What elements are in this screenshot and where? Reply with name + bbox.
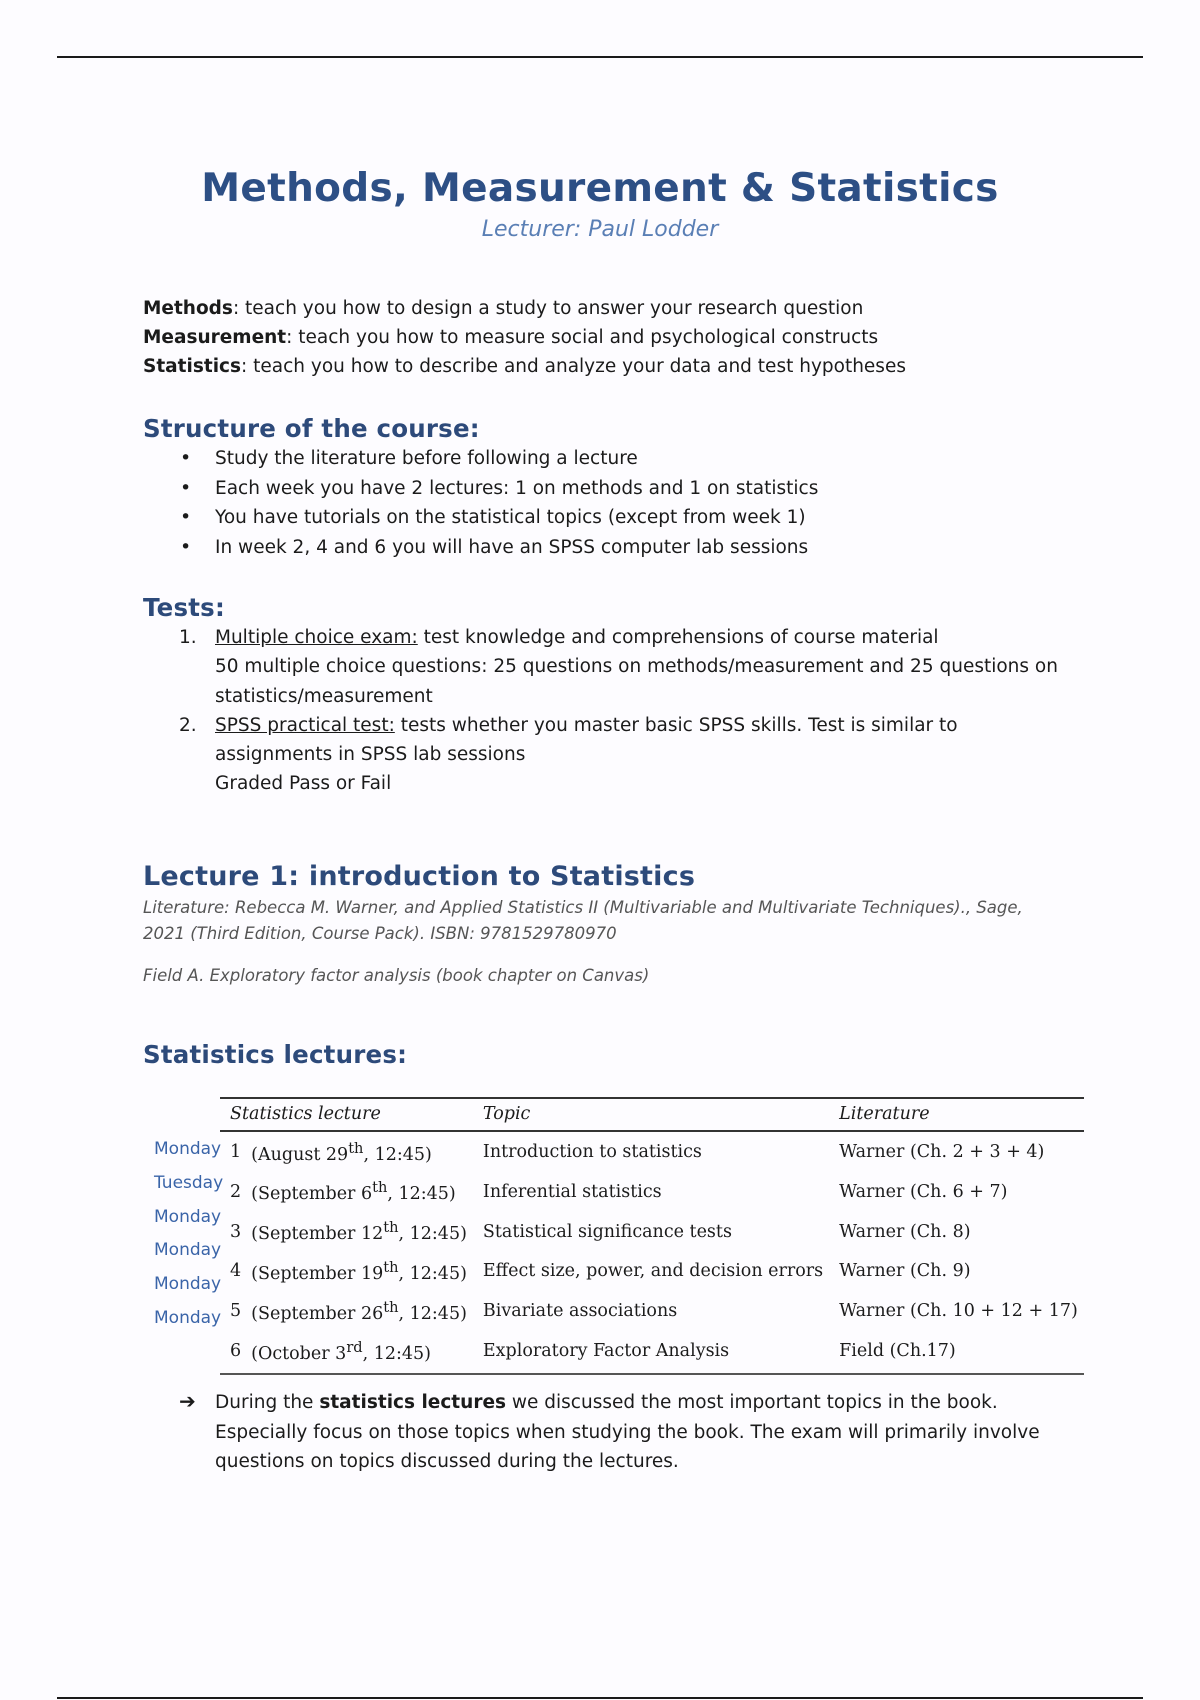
lecture-topic: Introduction to statistics <box>482 1141 702 1162</box>
lecture-date <box>241 1251 473 1291</box>
lecture-number: 1 <box>230 1141 242 1162</box>
list-number: 1. <box>179 627 197 648</box>
statistics-lectures-table <box>220 1097 1084 1375</box>
list-item: • You have tutorials on the statistical topics (except from week 1) <box>143 503 818 533</box>
date-time: , 12:45) <box>363 1144 432 1165</box>
date-suffix: th <box>383 1258 399 1276</box>
tests-list <box>143 623 1063 799</box>
day-label: Monday <box>154 1308 222 1328</box>
lecture-number: 4 <box>230 1261 242 1282</box>
list-item: • Study the literature before following a lecture <box>143 444 818 474</box>
column-header: Literature <box>829 1098 1084 1131</box>
day-label: Monday <box>154 1240 222 1260</box>
lecture-topic: Exploratory Factor Analysis <box>473 1331 829 1374</box>
table-row <box>220 1331 1084 1374</box>
lecture-number: 3 <box>230 1221 242 1242</box>
lecture-literature: Warner (Ch. 2 + 3 + 4) <box>839 1141 1045 1162</box>
table-row <box>220 1212 1084 1252</box>
lecture-date <box>241 1212 473 1252</box>
intro-text: : teach you how to measure social and psychological constructs <box>286 327 879 348</box>
date-suffix: th <box>348 1139 364 1157</box>
lecture-topic: Bivariate associations <box>482 1301 678 1322</box>
lecture-date <box>241 1291 473 1331</box>
note-text-pre: During the <box>215 1392 320 1413</box>
date-text: (August 29 <box>251 1144 349 1165</box>
test-description: tests whether you master basic SPSS skills. Test is similar to assignments in SPSS lab sessions <box>215 714 958 766</box>
table-row <box>220 1131 1084 1172</box>
intro-term: Methods <box>143 298 233 319</box>
date-text: (September 12 <box>251 1223 384 1244</box>
lectures-note <box>143 1388 1063 1477</box>
day-label: Monday <box>154 1207 222 1227</box>
date-suffix: th <box>383 1219 399 1237</box>
list-item: • Each week you have 2 lectures: 1 on methods and 1 on statistics <box>143 474 818 504</box>
intro-text: : teach you how to design a study to answer your research question <box>232 298 864 319</box>
intro-measurement <box>143 323 906 352</box>
intro-definitions <box>143 294 906 381</box>
note-text-bold: statistics lectures <box>319 1392 507 1413</box>
test-label: Multiple choice exam: <box>215 627 418 648</box>
lecture-date <box>241 1172 473 1212</box>
arrow-right-icon: ➔ <box>179 1389 196 1413</box>
test-extra: Graded Pass or Fail <box>215 773 392 795</box>
lecture-number: 6 <box>220 1331 241 1374</box>
date-suffix: th <box>372 1179 388 1197</box>
field-literature-text: Field A. Exploratory factor analysis (book chapter on Canvas) <box>143 966 650 985</box>
list-item <box>143 711 1063 799</box>
lecture-topic: Statistical significance tests <box>482 1221 732 1242</box>
lecture-literature: Warner (Ch. 6 + 7) <box>839 1181 1008 1202</box>
date-time: , 12:45) <box>398 1303 467 1324</box>
lecture-topic: Effect size, power, and decision errors <box>482 1261 824 1282</box>
bottom-rule <box>57 1697 1143 1699</box>
lecturer-subtitle: Lecturer: Paul Lodder <box>481 217 719 242</box>
literature-text: Literature: Rebecca M. Warner, and Applied Statistics II (Multivariable and Multivariate Techniques)., Sage, 2021 (Third Edition, Course Pack). ISBN: 9781529780970 <box>143 898 1023 943</box>
list-item: • In week 2, 4 and 6 you will have an SPSS computer lab sessions <box>143 533 818 563</box>
note-text-post: we discussed the most important topics in the book. Especially focus on those topics when studying the book. The exam will primarily involve questions on topics discussed during the lectures. <box>215 1392 1040 1472</box>
table-header-row <box>220 1098 1084 1131</box>
date-text: (September 26 <box>251 1303 384 1324</box>
day-label: Monday <box>154 1274 222 1294</box>
date-time: , 12:45) <box>398 1263 467 1284</box>
stats-lectures-heading: Statistics lectures: <box>143 1040 408 1069</box>
lecture1-heading: Lecture 1: introduction to Statistics <box>143 861 696 892</box>
lecture-topic: Inferential statistics <box>482 1181 662 1202</box>
date-time: , 12:45) <box>398 1223 467 1244</box>
test-label: SPSS practical test: <box>215 714 395 736</box>
date-text: (October 3 <box>251 1343 347 1364</box>
intro-methods <box>143 294 906 323</box>
table-row <box>220 1291 1084 1331</box>
intro-text: : teach you how to describe and analyze your data and test hypotheses <box>241 356 906 377</box>
lecture-literature: Warner (Ch. 10 + 12 + 17) <box>839 1301 1078 1322</box>
date-time: , 12:45) <box>362 1343 432 1364</box>
lecture-date <box>241 1131 473 1172</box>
page-title: Methods, Measurement & Statistics <box>201 166 999 211</box>
structure-heading: Structure of the course: <box>143 414 480 443</box>
date-suffix: rd <box>346 1338 363 1356</box>
date-time: , 12:45) <box>387 1184 456 1205</box>
day-label: Tuesday <box>154 1173 224 1193</box>
day-label: Monday <box>154 1139 222 1159</box>
intro-term: Measurement <box>143 327 287 348</box>
date-text: (September 19 <box>251 1263 384 1284</box>
column-header: Topic <box>473 1098 829 1131</box>
lecture-literature: Warner (Ch. 9) <box>839 1261 971 1282</box>
date-text: (September 6 <box>251 1184 373 1205</box>
date-suffix: th <box>383 1298 399 1316</box>
test-extra: 50 multiple choice questions: 25 questions on methods/measurement and 25 questions on statistics/measurement <box>215 656 1058 707</box>
lecture-date <box>241 1331 473 1374</box>
list-item <box>143 623 1063 711</box>
lecture-number: 2 <box>230 1181 242 1202</box>
top-rule <box>57 56 1143 58</box>
intro-statistics <box>143 352 906 381</box>
table-row <box>220 1251 1084 1291</box>
lecture-literature: Field (Ch.17) <box>829 1331 1084 1374</box>
intro-term: Statistics <box>143 356 242 377</box>
tests-heading: Tests: <box>143 593 225 622</box>
list-number: 2. <box>179 714 197 736</box>
structure-list <box>143 444 818 562</box>
test-description: test knowledge and comprehensions of course material <box>417 627 939 648</box>
table-row <box>220 1172 1084 1212</box>
column-header: Statistics lecture <box>220 1098 473 1131</box>
lecture-number: 5 <box>230 1301 242 1322</box>
lecture-literature: Warner (Ch. 8) <box>839 1221 971 1242</box>
